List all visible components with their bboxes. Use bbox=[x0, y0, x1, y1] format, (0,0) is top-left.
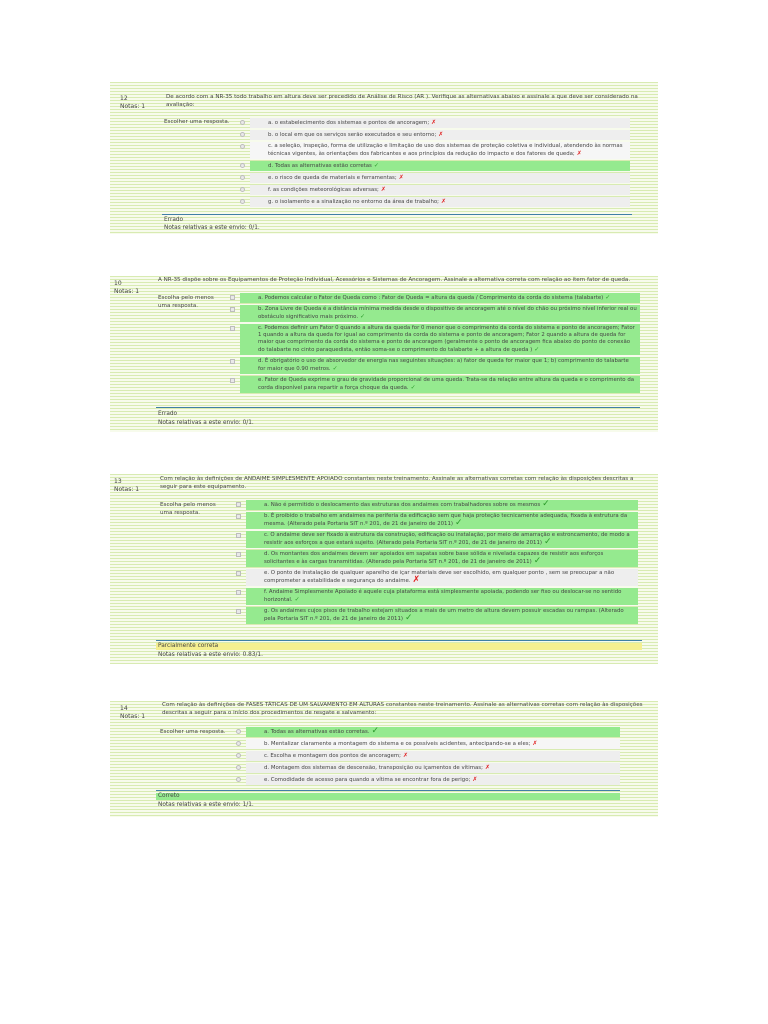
question-block bbox=[110, 701, 658, 817]
radio-button[interactable] bbox=[240, 144, 245, 149]
radio-button[interactable] bbox=[240, 199, 245, 204]
question-text: Com relação às definições de FASES TÁTICAS DE UM SALVAMENTO EM ALTURAS constantes neste treinamento. Assinale as alternativas corretas com relação às disposições descritas a seguir para o início dos procedimentos de resgate e salvamento: bbox=[162, 702, 643, 716]
question-block bbox=[110, 82, 658, 234]
option-c[interactable] bbox=[246, 751, 620, 761]
radio-button[interactable] bbox=[236, 753, 241, 758]
option-b[interactable] bbox=[240, 305, 640, 322]
option-text: a. Todas as alternativas estão corretas. bbox=[264, 729, 370, 735]
correct-check-icon: ✓ bbox=[332, 365, 338, 372]
option-text: d. Todas as alternativas estão corretas bbox=[268, 163, 372, 169]
incorrect-mark-icon: ✗ bbox=[403, 752, 409, 759]
status-text: Parcialmente correta bbox=[156, 643, 642, 650]
incorrect-mark-icon: ✗ bbox=[441, 198, 447, 205]
checkbox[interactable] bbox=[236, 502, 241, 507]
checkbox[interactable] bbox=[236, 590, 241, 595]
option-e[interactable] bbox=[246, 569, 638, 586]
correct-check-icon: ✓ bbox=[455, 518, 463, 528]
correct-check-icon: ✓ bbox=[371, 726, 380, 736]
radio-button[interactable] bbox=[236, 777, 241, 782]
radio-button[interactable] bbox=[240, 163, 245, 168]
grade-feedback: Notas relativas a este envio: 0/1. bbox=[158, 420, 254, 426]
option-e[interactable] bbox=[246, 775, 620, 785]
option-text: f. as condições meteorológicas adversas; bbox=[268, 187, 379, 193]
incorrect-mark-icon: ✗ bbox=[576, 150, 582, 157]
option-text: b. É proibido o trabalho em andaimes na periferia da edificação sem que haja proteção tecnicamente adequada, fixada à estrutura da mesma. (Alterado pela Portaria SIT n.º 201, de 21 de janeiro de 2011) bbox=[264, 513, 628, 527]
question-text: A NR-35 dispõe sobre os Equipamentos de Proteção Individual, Acessórios e Sistemas de Ancoragem. Assinale a alternativa correta com relação ao item fator de queda. bbox=[158, 277, 631, 283]
radio-button[interactable] bbox=[240, 187, 245, 192]
option-e[interactable] bbox=[250, 173, 630, 183]
checkbox[interactable] bbox=[236, 609, 241, 614]
answer-prompt: Escolha pelo menos uma resposta. bbox=[160, 502, 216, 516]
correct-check-icon: ✓ bbox=[605, 294, 611, 301]
question-grade: Notas: 1 bbox=[114, 288, 140, 295]
radio-button[interactable] bbox=[236, 765, 241, 770]
grade-feedback: Notas relativas a este envio: 0.83/1. bbox=[158, 652, 263, 658]
question-text: Com relação às definições de ANDAIME SIMPLESMENTE APOIADO constantes neste treinamento. Assinale as alternativas corretas com relação às disposições descritas a seguir para este equipamento. bbox=[160, 476, 634, 490]
question-grade: Notas: 1 bbox=[114, 486, 140, 493]
option-g[interactable] bbox=[250, 197, 630, 207]
option-a[interactable] bbox=[246, 727, 620, 737]
option-d[interactable] bbox=[240, 357, 640, 374]
question-number: 14 bbox=[120, 705, 128, 712]
incorrect-mark-icon: ✗ bbox=[438, 131, 444, 138]
option-list bbox=[246, 500, 638, 626]
option-b[interactable] bbox=[246, 512, 638, 529]
option-a[interactable] bbox=[246, 500, 638, 510]
correct-check-icon: ✓ bbox=[360, 313, 366, 320]
question-meta bbox=[114, 478, 158, 494]
option-text: g. Os andaimes cujos pisos de trabalho estejam situados a mais de um metro de altura devem possuir escadas ou rampas. (Alterado pela Portaria SIT n.º 201, de 21 de janeiro de 2011) bbox=[264, 608, 624, 622]
question-grade: Notas: 1 bbox=[120, 103, 146, 110]
option-b[interactable] bbox=[246, 739, 620, 749]
option-text: d. Montagem dos sistemas de descensão, transposição ou içamentos de vítimas; bbox=[264, 765, 483, 771]
divider bbox=[156, 790, 620, 791]
checkbox[interactable] bbox=[236, 552, 241, 557]
grade-feedback: Notas relativas a este envio: 0/1. bbox=[164, 225, 260, 231]
checkbox[interactable] bbox=[230, 295, 235, 300]
question-number: 10 bbox=[114, 280, 122, 287]
divider bbox=[156, 407, 640, 408]
correct-check-icon: ✓ bbox=[542, 499, 550, 509]
checkbox[interactable] bbox=[236, 533, 241, 538]
correct-check-icon: ✓ bbox=[373, 162, 379, 169]
question-text: De acordo com a NR-35 todo trabalho em altura deve ser precedido de Análise de Risco (AR ). Verifique as alternativas abaixo e assinale a que deve ser considerado na avaliação: bbox=[166, 94, 638, 108]
option-e[interactable] bbox=[240, 376, 640, 393]
question-meta bbox=[114, 705, 158, 721]
question-meta bbox=[114, 86, 158, 111]
status-text: Errado bbox=[158, 411, 178, 417]
option-text: e. o risco de queda de materiais e ferramentas; bbox=[268, 175, 397, 181]
option-g[interactable] bbox=[246, 607, 638, 624]
question-block bbox=[110, 276, 658, 432]
checkbox[interactable] bbox=[230, 326, 235, 331]
option-text: d. É obrigatório o uso de absorvedor de energia nas seguintes situações: a) fator de queda for maior que 1; b) comprimento do talabarte for maior que 0.90 metros. bbox=[258, 358, 629, 372]
option-text: d. Os montantes dos andaimes devem ser apoiados em sapatas sobre base sólida e nivelada capazes de resistir aos esforços solicitantes e às cargas transmitidas. (Alterado pela Portaria SIT n.º 201, de 21 de janeiro de 2011) bbox=[264, 551, 604, 565]
checkbox[interactable] bbox=[230, 307, 235, 312]
answer-prompt: Escolher uma resposta. bbox=[164, 119, 230, 125]
option-text: g. o isolamento e a sinalização no entorno da área de trabalho; bbox=[268, 199, 439, 205]
question-number: 13 bbox=[114, 478, 122, 485]
option-a[interactable] bbox=[240, 293, 640, 303]
option-d[interactable] bbox=[250, 161, 630, 171]
option-a[interactable] bbox=[250, 118, 630, 128]
option-text: a. Podemos calcular o Fator de Queda como : Fator de Queda = altura da queda / Comprimento da corda do sistema (talabarte) bbox=[258, 295, 604, 301]
option-text: a. Não é permitido o deslocamento das estruturas dos andaimes com trabalhadores sobre os mesmos bbox=[264, 502, 541, 508]
correct-check-icon: ✓ bbox=[404, 613, 413, 623]
answer-prompt: Escolher uma resposta. bbox=[160, 729, 226, 735]
option-d[interactable] bbox=[246, 550, 638, 567]
radio-button[interactable] bbox=[240, 132, 245, 137]
correct-check-icon: ✓ bbox=[534, 346, 540, 353]
checkbox[interactable] bbox=[236, 571, 241, 576]
radio-button[interactable] bbox=[240, 120, 245, 125]
option-text: e. Comodidade de acesso para quando a vítima se encontrar fora de perigo; bbox=[264, 777, 471, 783]
correct-check-icon: ✓ bbox=[410, 384, 416, 391]
answer-prompt: Escolha pelo menos uma resposta. bbox=[158, 295, 214, 309]
question-number: 12 bbox=[120, 95, 128, 102]
checkbox[interactable] bbox=[230, 378, 235, 383]
option-text: c. O andaime deve ser fixado à estrutura da construção, edificação ou instalação, por meio de amarração e estroncamento, de modo a resistir aos esforços a que estará sujeito. (Alterado pela Portaria SIT n.º 201, de 21 de janeiro de 2011) bbox=[264, 532, 630, 546]
incorrect-mark-icon: ✗ bbox=[398, 174, 404, 181]
option-c[interactable] bbox=[240, 324, 640, 355]
incorrect-mark-icon: ✗ bbox=[380, 186, 386, 193]
option-text: c. Escolha e montagem dos pontos de ancoragem; bbox=[264, 753, 401, 759]
grade-feedback: Notas relativas a este envio: 1/1. bbox=[158, 802, 254, 808]
incorrect-mark-icon: ✗ bbox=[532, 740, 538, 747]
correct-check-icon: ✓ bbox=[544, 537, 552, 547]
option-text: a. o estabelecimento dos sistemas e pontos de ancoragem; bbox=[268, 120, 430, 126]
status-text: Errado bbox=[164, 217, 184, 223]
option-f[interactable] bbox=[250, 185, 630, 195]
option-b[interactable] bbox=[250, 130, 630, 140]
option-c[interactable] bbox=[250, 142, 630, 159]
radio-button[interactable] bbox=[236, 741, 241, 746]
divider bbox=[162, 214, 632, 215]
incorrect-mark-icon: ✗ bbox=[472, 776, 478, 783]
radio-button[interactable] bbox=[236, 729, 241, 734]
option-list bbox=[240, 293, 640, 395]
option-text: e. O ponto de instalação de qualquer aparelho de içar materiais deve ser escolhido, em qualquer ponto , sem se preocupar a não comprometer a estabilidade e segurança do andaime. bbox=[264, 570, 615, 584]
option-text: b. Mentalizar claramente a montagem do sistema e os possíveis acidentes, antecipando-se a eles; bbox=[264, 741, 531, 747]
option-text: b. Zona Livre de Queda é a distância mínima medida desde o dispositivo de ancoragem até o nível do chão ou próximo nível inferior real ou obstáculo significativo mais próximo. bbox=[258, 306, 637, 320]
incorrect-mark-icon: ✗ bbox=[431, 119, 437, 126]
incorrect-mark-icon: ✗ bbox=[484, 764, 490, 771]
correct-check-icon: ✓ bbox=[533, 556, 542, 566]
option-f[interactable] bbox=[246, 588, 638, 605]
option-text: c. a seleção, inspeção, forma de utilização e limitação de uso dos sistemas de proteção coletiva e individual, atendendo às normas técnicas vigentes, às orientações dos fabricantes e aos princípios da redução do impacto e dos fatores de queda; bbox=[268, 143, 623, 157]
question-block bbox=[110, 474, 658, 664]
checkbox[interactable] bbox=[230, 359, 235, 364]
status-text: Correto bbox=[156, 793, 620, 800]
question-meta bbox=[114, 280, 158, 296]
checkbox[interactable] bbox=[236, 514, 241, 519]
option-list bbox=[246, 727, 620, 787]
option-text: b. o local em que os serviços serão executados e seu entorno; bbox=[268, 132, 437, 138]
option-list bbox=[250, 118, 630, 209]
radio-button[interactable] bbox=[240, 175, 245, 180]
incorrect-mark-icon: ✗ bbox=[412, 575, 421, 585]
option-c[interactable] bbox=[246, 531, 638, 548]
option-d[interactable] bbox=[246, 763, 620, 773]
option-text: f. Andaime Simplesmente Apoiado é aquele cuja plataforma está simplesmente apoiada, podendo ser fixo ou deslocar-se no sentido horizontal. bbox=[264, 589, 622, 603]
question-grade: Notas: 1 bbox=[120, 713, 146, 720]
divider bbox=[156, 640, 642, 641]
option-text: e. Fator de Queda exprime o grau de gravidade proporcional de uma queda. Trata-se da relação entre altura da queda e o comprimento da corda disponível para repartir a força choque da queda. bbox=[258, 377, 635, 391]
option-text: c. Podemos definir um Fator 0 quando a altura da queda for 0 menor que o comprimento da corda do sistema e ponto de ancoragem; Fator 1 quando a altura da queda for igual ao comprimento da corda do sistema e ponto de ancoragem; Fator 2 quando a altura de queda for maior que comprimento da corda do sistema e ponto de ancoragem (geralmente o ponto de ancoragem fica abaixo do ponto de conexão do talabarte no cinto paraquedista, então soma-se o comprimento do talabarte + a altura de queda ) bbox=[258, 325, 635, 353]
correct-check-icon: ✓ bbox=[294, 596, 300, 603]
